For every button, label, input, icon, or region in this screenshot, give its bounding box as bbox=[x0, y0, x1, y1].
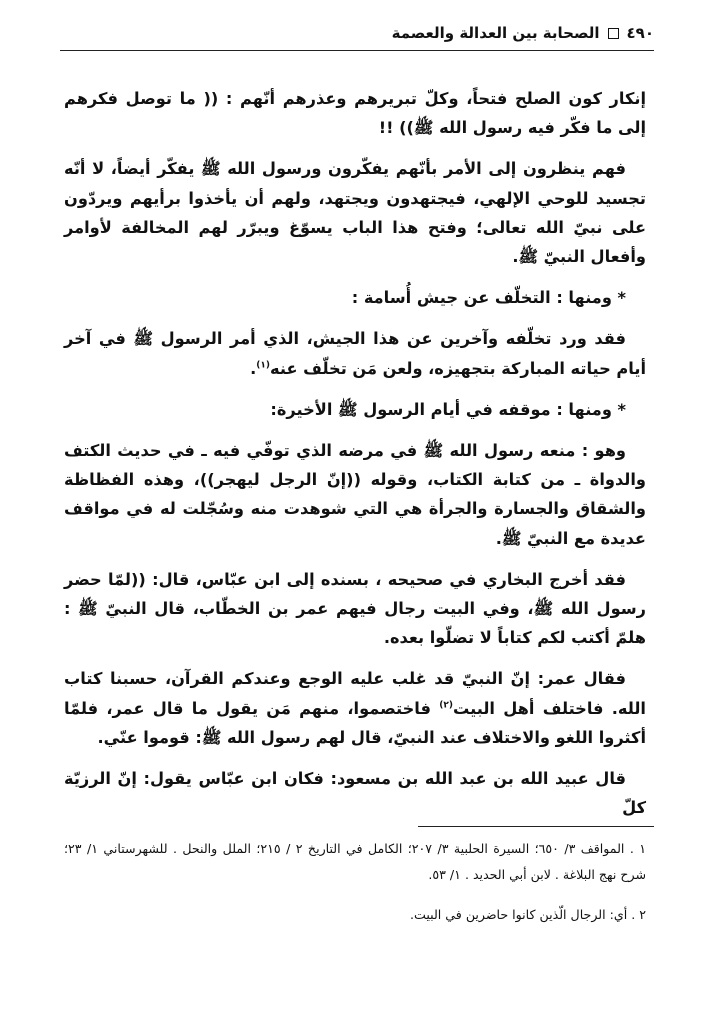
square-ornament-icon bbox=[608, 28, 619, 39]
page-header bbox=[60, 22, 654, 44]
paragraph-8 bbox=[64, 664, 646, 752]
paragraph-6: وهو : منعه رسول الله ﷺ في مرضه الذي توفّي فيه ـ في حديث الكتف والدواة ـ من كتابة الكتاب، وقوله ((إنّ الرجل ليهجر))، وهذه الفظاظة والشقاق والجسارة والجرأة هي التي شوهدت منه وسُجّلت له في مواقف عديدة مع النبيّ ﷺ. bbox=[64, 441, 646, 548]
paragraph-8-end: فاختصموا، منهم مَن يقول ما قال عمر، فلمّا أكثروا اللغو والاختلاف عند النبيّ، قال لهم رسول الله ﷺ: قوموا عنّي. bbox=[64, 698, 646, 747]
running-title: الصحابة بين العدالة والعصمة bbox=[391, 24, 600, 42]
paragraph-4-end: . bbox=[250, 358, 257, 378]
paragraph-7: فقد أخرج البخاري في صحيحه ، بسنده إلى ابن عبّاس، قال: ((لمّا حضر رسول الله ﷺ، وفي البيت رجال فيهم عمر بن الخطّاب، قال النبيّ ﷺ : هلمّ أكتب لكم كتاباً لا تضلّوا بعده. bbox=[64, 569, 646, 648]
footnote-2: ٢ . أي: الرجال الّذين كانوا حاضرين في البيت. bbox=[409, 907, 646, 922]
footnote-ref-1: (١) bbox=[256, 360, 271, 371]
paragraph-1: إنكار كون الصلح فتحاً، وكلّ تبريرهم وعذرهم أنّهم : (( ما توصل فكرهم إلى ما فكّر فيه رسول الله ﷺ)) !! bbox=[64, 89, 646, 138]
paragraph-8-text: فقال عمر: إنّ النبيّ قد غلب عليه الوجع وعندكم القرآن، حسبنا كتاب الله. فاختلف أهل البيت bbox=[64, 669, 646, 718]
header-rule bbox=[60, 50, 654, 51]
paragraph-9: قال عبيد الله بن عبد الله بن مسعود: فكان ابن عبّاس يقول: إنّ الرزيّة كلّ bbox=[64, 769, 646, 818]
section-heading-last-days: * ومنها : موقفه في أيام الرسول ﷺ الأخيرة: bbox=[270, 399, 626, 419]
main-text bbox=[64, 84, 646, 834]
footnote-1: ١ . المواقف ٣/ ٦٥٠؛ السيرة الحلبية ٣/ ٢٠٧؛ الكامل في التاريخ ٢ / ٢١٥؛ الملل والنحل . للشهرستاني ١/ ٢٣؛ شرح نهج البلاغة . لابن أبي الحديد . ١/ ٥٣. bbox=[64, 841, 647, 882]
paragraph-4-text: فقد ورد تخلّفه وآخرين عن هذا الجيش، الذي أمر الرسول ﷺ في آخر أيام حياته المباركة بتجهيزه، ولعن مَن تخلّف عنه bbox=[64, 329, 646, 378]
footnotes bbox=[64, 836, 646, 942]
section-heading-usama: * ومنها : التخلّف عن جيش أُسامة : bbox=[351, 288, 626, 308]
page-number: ٤٩٠ bbox=[626, 24, 654, 42]
footnote-ref-2: (٢) bbox=[439, 700, 453, 711]
paragraph-4 bbox=[64, 324, 646, 382]
footnote-rule bbox=[418, 826, 654, 827]
paragraph-2: فهم ينظرون إلى الأمر بأنّهم يفكّرون ورسول الله ﷺ يفكّر أيضاً، لا أنّه تجسيد للوحي الإلهي، فيجتهدون ويجتهد، ولهم أن يأخذوا برأيهم ويردّون على نبيّ الله تعالى؛ وفتح هذا الباب يسوّغ ويبرّر لهم المخالفة لأوامر وأفعال النبيّ ﷺ. bbox=[64, 159, 646, 267]
